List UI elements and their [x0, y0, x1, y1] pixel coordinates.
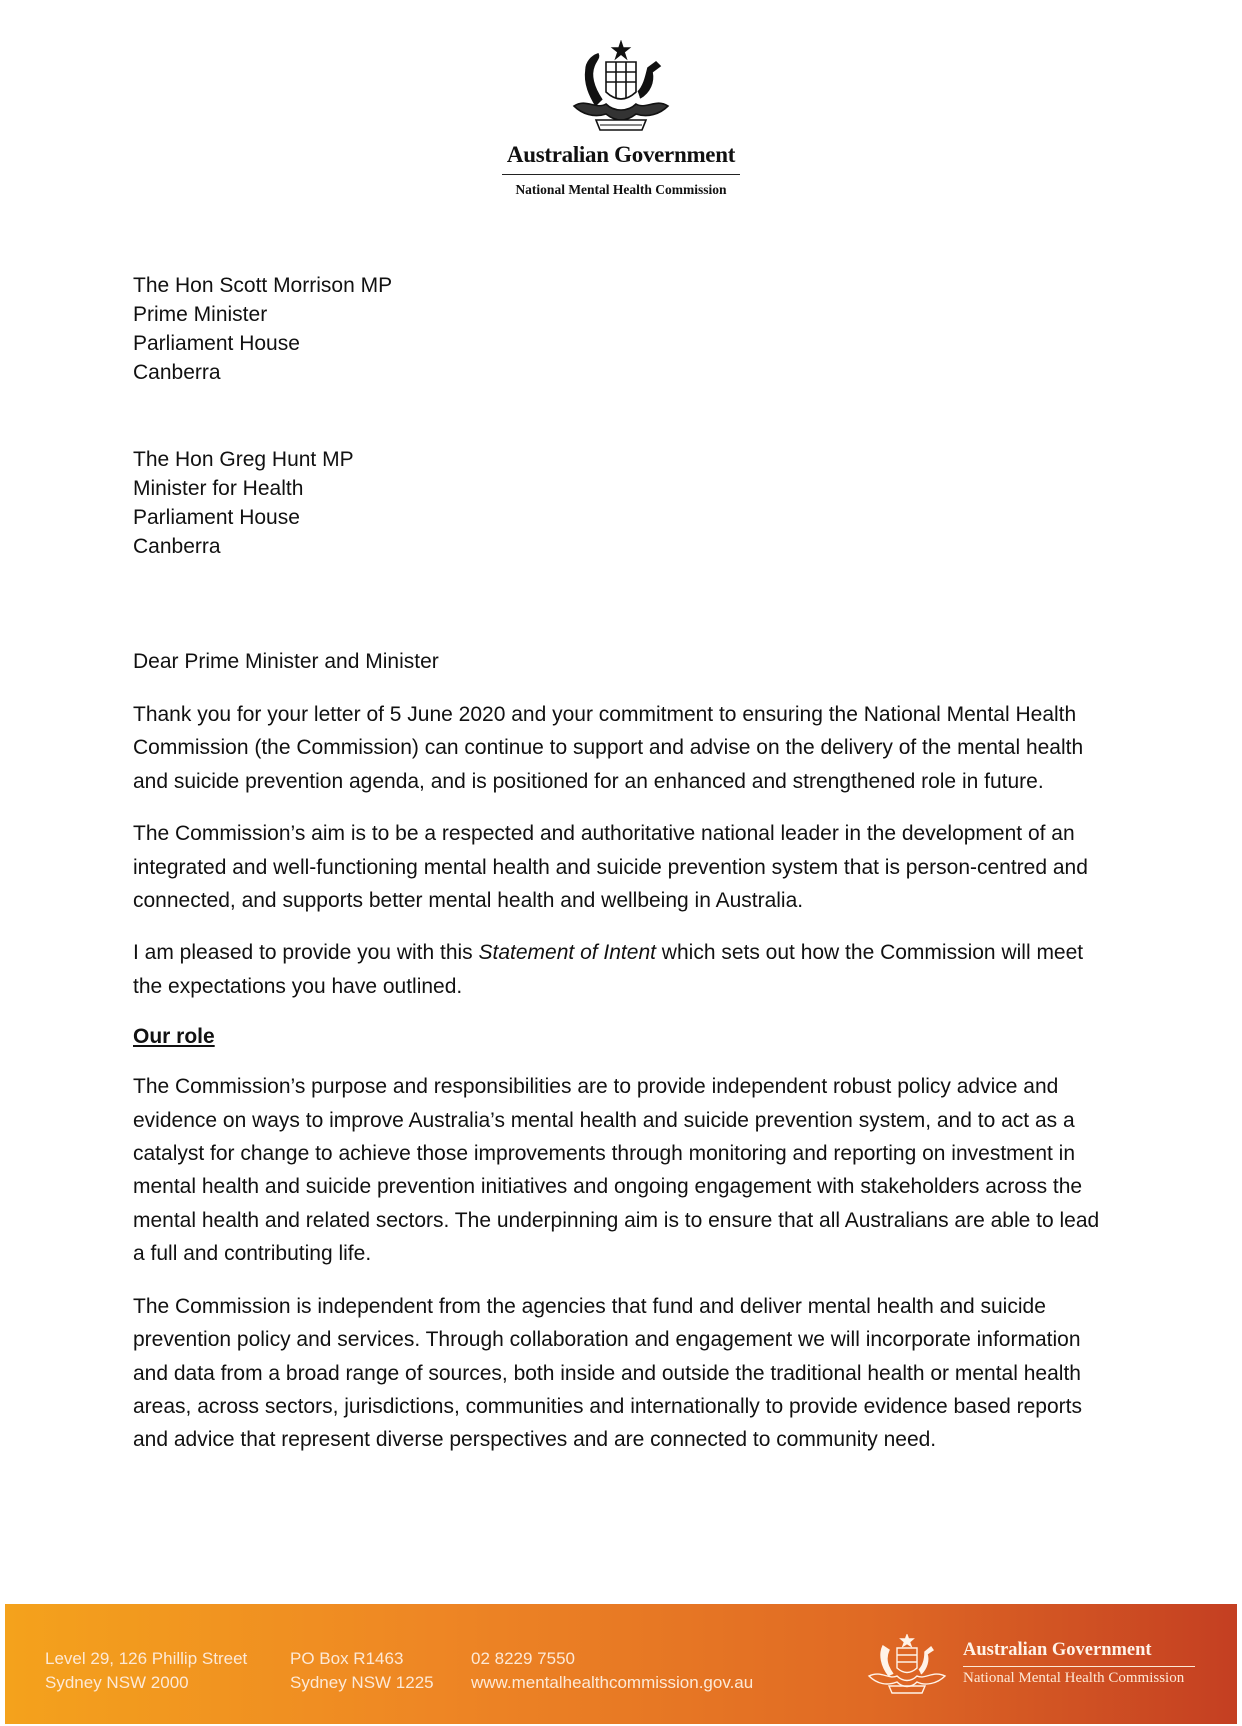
footer-logo-divider [963, 1666, 1195, 1667]
statement-of-intent-title: Statement of Intent [478, 941, 656, 965]
footer-po-box: PO Box R1463 [290, 1649, 404, 1668]
paragraph-text: I am pleased to provide you with this [133, 941, 479, 965]
recipient-building: Parliament House [133, 332, 300, 355]
recipient-address-1 [133, 271, 392, 387]
recipient-title: Prime Minister [133, 303, 268, 326]
recipient-title: Minister for Health [133, 477, 304, 500]
recipient-building: Parliament House [133, 506, 300, 529]
footer-phone: 02 8229 7550 [471, 1649, 575, 1668]
footer-band [5, 1604, 1237, 1724]
recipient-name: The Hon Scott Morrison MP [133, 274, 393, 297]
recipient-address-2 [133, 445, 354, 561]
letterhead [0, 40, 1242, 198]
footer-logo-commission: National Mental Health Commission [963, 1670, 1185, 1686]
paragraph-purpose: The Commission’s purpose and responsibilities are to provide independent robust policy advice and evidence on ways to improve Australia’s mental health and suicide prevention system, and to act as a catalyst for change to achieve those improvements through monitoring and reporting on investment in mental health and suicide prevention initiatives and ongoing engagement with stakeholders across the mental health and related sectors. The underpinning aim is to ensure that all Australians are able to lead a full and contributing life. [133, 1075, 1100, 1266]
section-heading-our-role: Our role [133, 1025, 215, 1049]
letterhead-commission: National Mental Health Commission [515, 182, 727, 197]
recipient-name: The Hon Greg Hunt MP [133, 448, 354, 471]
letter-body [133, 647, 1113, 1476]
recipient-city: Canberra [133, 535, 221, 558]
footer-suburb-line: Sydney NSW 2000 [45, 1673, 189, 1692]
footer-street-line: Level 29, 126 Phillip Street [45, 1649, 248, 1668]
coat-of-arms-icon [556, 40, 686, 140]
footer-postal-suburb: Sydney NSW 1225 [290, 1673, 434, 1692]
paragraph-aim: The Commission’s aim is to be a respected and authoritative national leader in the development of an integrated and well-functioning mental health and suicide prevention system that is person-centred and connected, and supports better mental health and wellbeing in Australia. [133, 822, 1088, 913]
footer-street-address [45, 1647, 247, 1695]
letterhead-government: Australian Government [506, 142, 736, 167]
footer-website-link[interactable]: www.mentalhealthcommission.gov.au [471, 1673, 754, 1692]
salutation: Dear Prime Minister and Minister [133, 650, 439, 673]
footer-contact [471, 1647, 753, 1695]
footer-coat-of-arms-icon [861, 1634, 953, 1696]
paragraph-text: which sets out how the Commission will meet the expectations you have outlined. [133, 941, 1084, 998]
letterhead-divider [502, 174, 740, 175]
paragraph-independence: The Commission is independent from the agencies that fund and deliver mental health and suicide prevention policy and services. Through collaboration and engagement we will incorporate information and data from a broad range of sources, both inside and outside the traditional health or mental health areas, across sectors, jurisdictions, communities and internationally to provide evidence based reports and advice that represent diverse perspectives and are connected to community need. [133, 1294, 1082, 1452]
footer-postal-address [290, 1647, 434, 1695]
paragraph-intro: Thank you for your letter of 5 June 2020 and your commitment to ensuring the National Mental Health Commission (the Commission) can continue to support and advise on the delivery of the mental health and suicide prevention agenda, and is positioned for an enhanced and strengthened role in future. [133, 703, 1084, 793]
recipient-city: Canberra [133, 361, 221, 384]
footer-logo [861, 1634, 1201, 1694]
paragraph-statement-of-intent [133, 936, 1113, 1003]
footer-logo-government: Australian Government [963, 1640, 1152, 1660]
